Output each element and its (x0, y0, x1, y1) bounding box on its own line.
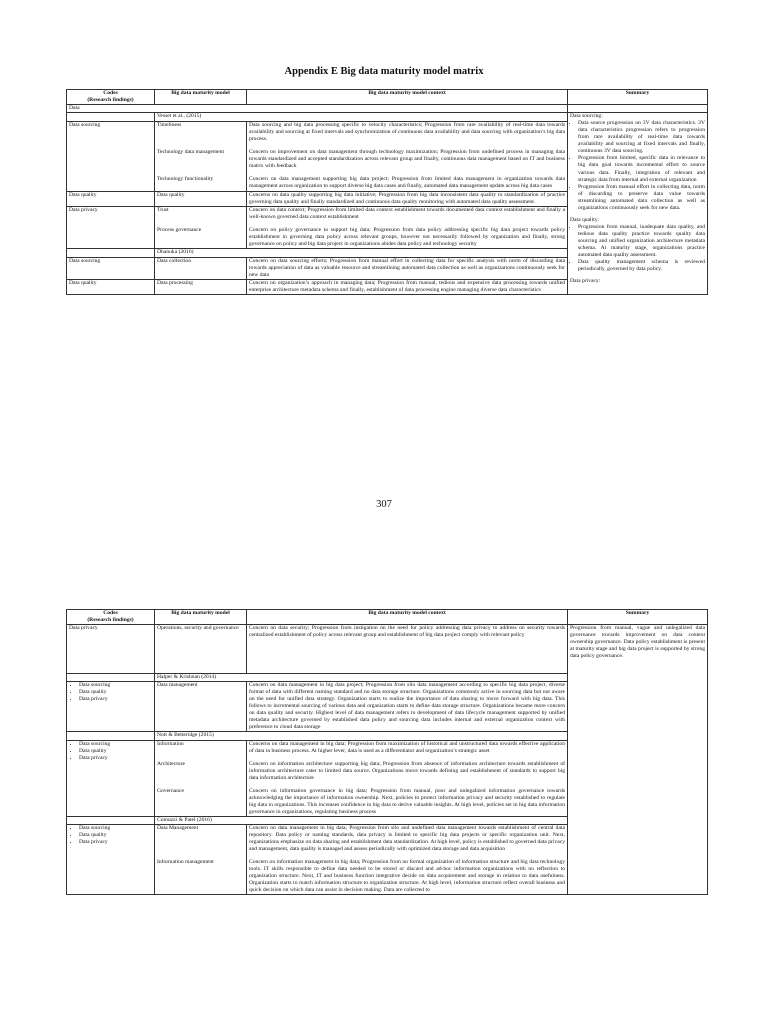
model-cell: Data collection (155, 257, 247, 279)
list-item: • Data privacy (79, 839, 152, 846)
code-cell: Data privacy (67, 625, 155, 674)
model-cell: Data Management (155, 824, 247, 853)
matrix-table-1 (66, 89, 708, 295)
code-cell: Data sourcing (67, 257, 155, 279)
list-item: • Data quality (79, 832, 152, 839)
code-cell (67, 143, 155, 170)
section-summary-blank (568, 105, 708, 113)
summary-list-quality (570, 224, 705, 273)
model-cell: Technology data management (155, 143, 247, 170)
model-cell: Data quality (155, 191, 247, 206)
code-cell: Data privacy (67, 206, 155, 221)
code-cell (67, 740, 155, 816)
model-cell: Governance (155, 782, 247, 817)
model-cell: Data processing (155, 279, 247, 294)
model-cell: Trust (155, 206, 247, 221)
context-cell: Concern on data management in big data; Progression from silo and undefined data management towards establishment of central data repository. Data policy or naming standards, data privacy is limited to specific big data projects or specific organization unit. Next, organizations emphasize on data sharing and establishment data standardization. At high level, policy is established to governed data privacy and management, data quality is managed and assess periodically with optimized data storage and data acquisition (247, 824, 568, 853)
list-item: • Data sourcing (79, 741, 152, 748)
model-cell: Timeliness (155, 122, 247, 144)
list-item: • Data privacy (79, 696, 152, 703)
list-item: • Progression from manual, inadequate data quality, and tedious data quality practice towards quality data sourcing and unified organization architecture metadata schema. At maturity stage, organizations practice automated data quality assessment. (578, 224, 705, 259)
source-dhanuka: Dhanuka (2016) (155, 248, 568, 257)
context-cell: Concern on policy governance to support big data; Progression from data policy addressing specific big data project towards policy establishment in governing data policy across relevant groups, however not necessarily followed by organization and finally, strong governance on policy and big data project in organizations abides data policy and technology security (247, 221, 568, 249)
context-cell: Concern on data context; Progression from limited data context establishment towards documented data context establishment and finally a well-known governed data context establishment (247, 206, 568, 221)
model-cell: Information management (155, 853, 247, 895)
summary-heading-quality: Data quality: (570, 216, 600, 223)
code-cell (67, 682, 155, 732)
source-row (67, 113, 708, 122)
code-cell: Data quality (67, 191, 155, 206)
header-codes (67, 90, 155, 105)
summary-list-sourcing (570, 120, 705, 212)
code-list (69, 682, 152, 703)
list-item: • Data quality (79, 748, 152, 755)
source-vesset: Vesset et al., (2015) (155, 113, 568, 122)
summary-heading-sourcing: Data sourcing: (570, 113, 603, 120)
context-cell: Concern on data management supporting big data project; Progression from limited data management in organization towards data management across organization to support diverse big data cases and finally, automated data management update across big data cases (247, 170, 568, 191)
code-cell (67, 170, 155, 191)
code-list (69, 741, 152, 762)
model-cell: Architecture (155, 755, 247, 782)
table-row (67, 625, 708, 674)
header-summary: Summary (568, 610, 708, 625)
source-halper: Halper & Krishnan (2014) (155, 674, 568, 682)
code-cell: Data quality (67, 279, 155, 294)
list-item: • Data source progression on 3V data characteristics. 3V data characteristics progression refers to progression from rare availability of real-time data towards availability and sourcing at fixed intervals and finally, continuous 3V data sourcing. (578, 120, 705, 155)
source-nott: Nott & Betteridge (2015) (155, 732, 568, 740)
list-item: • Data privacy (79, 755, 152, 762)
source-gap (67, 248, 155, 257)
header-codes-line1: Codes (103, 90, 118, 96)
header-codes-line2: (Research findings) (87, 97, 134, 104)
context-cell: Concern on data security; Progression from instigation on the need for policy addressing data privacy to address on security towards centralized establishment of policy across relevant group and establishment of big data project comply with relevant policy (247, 625, 568, 674)
context-cell: Concern on information governance in big data; Progression from manual, poor and unlegalized information governance towards acknowledging the importance of information ownership. Next, policies to protect information privacy and security established to regulate big data in organizations. This increases confidence in big data to derive valuable insights. At high level, policies set in big data information governance in organizations, regulating business process (247, 782, 568, 817)
header-codes (67, 610, 155, 625)
section-row (67, 105, 708, 113)
header-context: Big data maturity model context (247, 610, 568, 625)
matrix-table-2 (66, 609, 708, 895)
summary-cell: Progression from manual, vague and unlegalized data governance towards improvement on data context ownership governance. Data policy establishment is present at maturity stage and big data project is supported by strong data policy governance. (568, 625, 708, 895)
model-cell: Information (155, 740, 247, 755)
context-cell: Concern on information management in big data; Progression from no formal organization of information structure and big data technology tools. IT skills responsible to define data needed to be stored or discard and ad-hoc information organizations with no reflection to organization structure. Next, IT and business function integrative decide on data acquirement and storage in relation to data usefulness. Organization starts to match information structure to organization structure. At high level, information structure reflect overall business and quick decision on which data can assist in decision making. Data are collected to (247, 853, 568, 895)
source-gap (67, 732, 155, 740)
page-number: 307 (376, 499, 392, 510)
context-cell: Concerns on data quality supporting big data initiative; Progression from big data inconsistent data quality to standardization of practice governing data quality and finally standardized and continuous data quality monitoring with automated data quality assessment. (247, 191, 568, 206)
table-header-row (67, 90, 708, 105)
context-cell: Concern on improvement on data management through technology maximization; Progression from undefined process in managing data towards standardized and accepted standardization across relevant group and finally, continuous data management based on IT and business matrix with feedback (247, 143, 568, 170)
context-cell: Concern on data management in big data project; Progression from silo data management according to specific big data project, diverse format of data with different naming standard and no data storage structure. Organizations commonly active in sourcing data but not aware on the need for unified data strategy. Organization starts to realize the importance of data sharing to move forward with big data. This follows to incremental sourcing of various data and organization starts to define data storage structure. Organizations became more concern on data quality and security. Highest level of data management refers to development of data lifecycle management supported by unified metadata architecture governed by established data policy and sourcing data includes internal and external organization context with preference to cloud data storage (247, 682, 568, 732)
header-context: Big data maturity model context (247, 90, 568, 105)
source-gap (67, 816, 155, 824)
header-model: Big data maturity model (155, 90, 247, 105)
source-gap (67, 113, 155, 122)
model-cell: Process governance (155, 221, 247, 249)
section-label: Data (67, 105, 568, 113)
list-item: • Data sourcing (79, 682, 152, 689)
code-cell (67, 221, 155, 249)
summary-heading-privacy: Data privacy: (570, 278, 601, 285)
code-cell (67, 824, 155, 894)
source-gap (67, 674, 155, 682)
list-item: • Data quality management schema is reviewed periodically, governed by data policy. (578, 259, 705, 273)
list-item: • Progression from manual effort in collecting data, norm of discarding to preserve data value towards streamlining automated data collection as well as organizations continuously seek for new data. (578, 184, 705, 212)
model-cell: Operations, security and governance (155, 625, 247, 674)
table-header-row (67, 610, 708, 625)
list-item: • Data sourcing (79, 825, 152, 832)
header-codes-line2: (Research findings) (87, 617, 134, 624)
list-item: • Data quality (79, 689, 152, 696)
model-cell: Data management (155, 682, 247, 732)
context-cell: Concerns on data management in big data; Progression from maximization of historical and unstructured data towards effective application of data in business process. At higher lever, data is used as a differentiator and organization’s strategic asset (247, 740, 568, 755)
summary-cell (568, 113, 708, 295)
context-cell: Concern on data sourcing efforts; Progression from manual effort in collecting data for specific analysis with norm of discarding data towards appreciation of data as valuable resource and streamlining automated data collection as well as organizations continuously seek for new data (247, 257, 568, 279)
list-item: • Progression from limited, specific data in relevance to big data goal towards incremental effort to source various data. Finally, integration of relevant and strategic data from internal and external organization (578, 155, 705, 183)
context-cell: Concern on organization’s approach in managing data; Progression from manual, tedious and expensive data processing towards unified enterprise architecture metadata schema and finally, establishment of data processing engine managing diverse data characteristics (247, 279, 568, 294)
header-model: Big data maturity model (155, 610, 247, 625)
code-cell: Data sourcing (67, 122, 155, 144)
source-comuzzi: Comuzzi & Patel (2016) (155, 816, 568, 824)
page-title: Appendix E Big data maturity model matrix (284, 66, 484, 77)
context-cell: Data sourcing and big data processing specific to velocity characteristics; Progression from rare availability of real-time data towards availability and sourcing at fixed intervals and synchronization of continuous data availability and data sourcing with organization’s big data process. (247, 122, 568, 144)
model-cell: Technology functionality (155, 170, 247, 191)
header-codes-line1: Codes (103, 610, 118, 616)
header-summary: Summary (568, 90, 708, 105)
context-cell: Concern on information architecture supporting big data; Progression from absence of information architecture towards establishment of information architecture cater to limited data source. Organizations move towards defining and establishment of standards to support big data information architecture (247, 755, 568, 782)
code-list (69, 825, 152, 846)
